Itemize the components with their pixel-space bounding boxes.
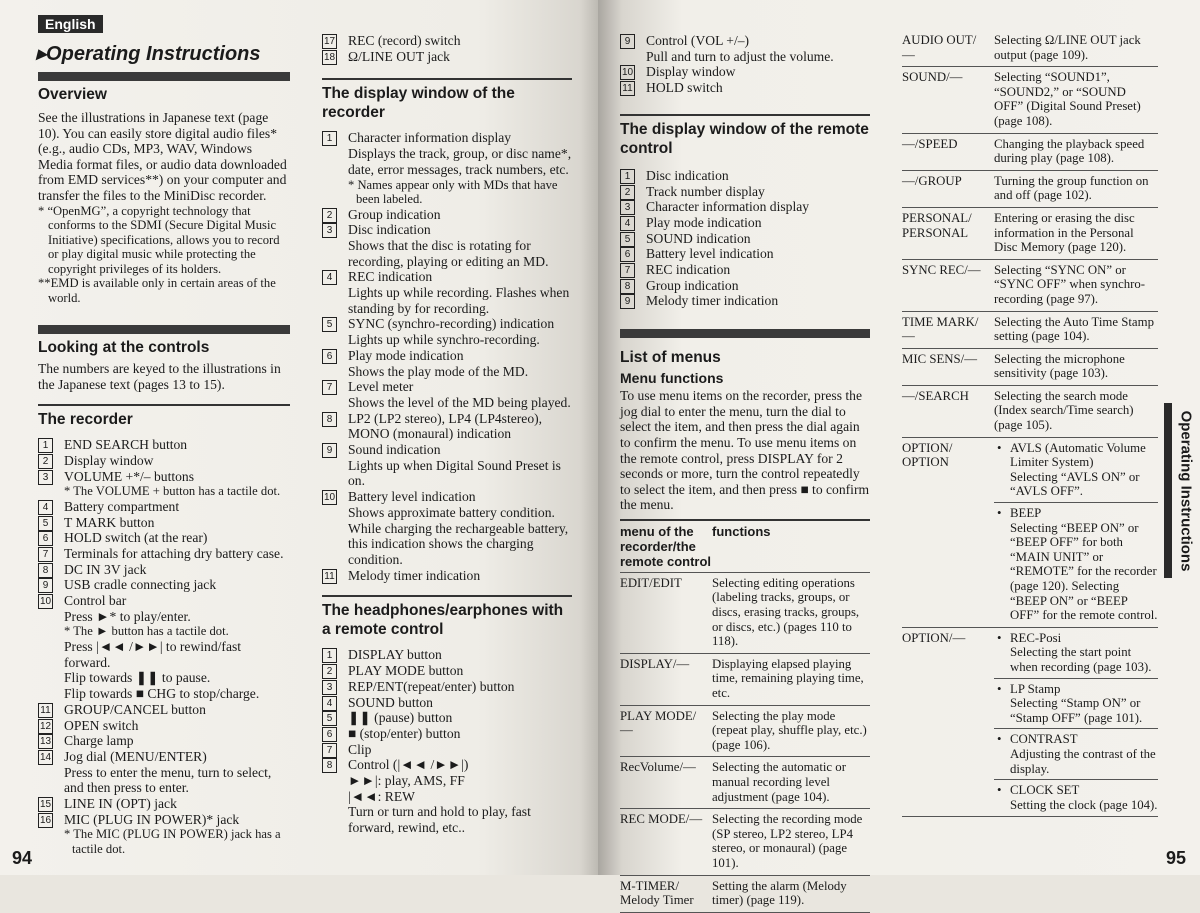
item-desc: Shows that the disc is rotating for recording, playing or editing an MD. (348, 237, 549, 269)
control-bar-line: Press |◄◄ /►►| to rewind/fast forward. (64, 638, 242, 670)
section-bar (620, 329, 870, 338)
right-page (598, 0, 1200, 908)
table-row: EDIT/EDIT Selecting editing operations (labeling tracks, groups, or discs, erasing tracks, groups, or discs, etc.) (pages 110 to 118). (620, 573, 870, 653)
list-item: 8 DC IN 3V jack (38, 562, 290, 578)
section-rule (38, 404, 290, 406)
item-desc: Shows the level of the MD being played. (348, 394, 571, 410)
list-item: 1 Disc indication (620, 168, 870, 184)
menu-table-continued (902, 30, 1158, 817)
list-item: 2 Display window (38, 453, 290, 469)
controls-body: The numbers are keyed to the illustrations in the Japanese text (pages 13 to 15). (38, 361, 281, 392)
table-row: REC MODE/— Selecting the recording mode (SP stereo, LP2 stereo, LP4 stereo, or monaural) (page 101). (620, 809, 870, 875)
item-note: * Names appear only with MDs that have been labeled. (348, 177, 558, 207)
table-row: DISPLAY/— Displaying elapsed playing time, remaining playing time, etc. (620, 653, 870, 705)
list-item: 4 REC indication (322, 269, 572, 285)
option-bullet: • REC-Posi (994, 631, 1158, 646)
table-row: RecVolume/— Selecting the automatic or manual recording level adjustment (page 104). (620, 757, 870, 809)
option-bullet: • CLOCK SET (994, 783, 1158, 798)
list-item: 7 Terminals for attaching dry battery case. (38, 546, 290, 562)
list-item: 3 Disc indication (322, 222, 572, 238)
list-item: 8 LP2 (LP2 stereo), LP4 (LP4stereo), MONO (monaural) indication (322, 411, 572, 442)
table-row: PLAY MODE/ — Selecting the play mode (repeat play, shuffle play, etc.) (page 106). (620, 705, 870, 757)
overview-body: See the illustrations in Japanese text (page 10). You can easily store digital audio files* (e.g., audio CDs, MP3, WAV, Windows Media format files, or audio data downloaded from EMD services**) on your computer and transfer the files to the MiniDisc recorder. (38, 110, 287, 203)
list-item: 3 VOLUME +*/– buttons (38, 469, 290, 485)
overview-note-openmg: * “OpenMG”, a copyright technology that conforms to the SDMI (Secure Digital Music Initiative) specifications, allows you to record or play digital music while protecting the copyright privileges of its holders. (38, 203, 280, 276)
item-desc: Shows the play mode of the MD. (348, 363, 529, 379)
list-item: 11 HOLD switch (620, 80, 870, 96)
table-row: SOUND/— Selecting “SOUND1”, “SOUND2,” or “SOUND OFF” (Digital Sound Preset) (page 108). (902, 67, 1158, 133)
table-row: OPTION/— • REC-Posi Selecting the start point when recording (page 103). • LP Stamp Selecting “Stamp ON” or “Stamp OFF” (page 101). • CONTRAST Adjusting the contrast of the display. • CLOCK SET Setting the clock (page 104). (902, 627, 1158, 817)
item-desc: Pull and turn to adjust the volume. (646, 48, 834, 64)
list-item: 9 Sound indication (322, 442, 572, 458)
list-item: 14 Jog dial (MENU/ENTER) (39, 748, 207, 764)
list-item: 16 MIC (PLUG IN POWER)* jack (39, 811, 240, 827)
table-row: OPTION/ OPTION • AVLS (Automatic Volume Limiter System) Selecting “AVLS ON” or “AVLS OFF”. • BEEP Selecting “BEEP ON” or “BEEP OFF” for both “MAIN UNIT” or “REMOTE” for the recorder (page 120). Selecting “BEEP ON” or “BEEP OFF” for the remote control. (902, 437, 1158, 627)
menus-heading: List of menus (620, 349, 721, 367)
side-tab-label: Operating Instructions (1177, 410, 1195, 571)
section-rule (322, 595, 572, 597)
option-desc: Selecting “Stamp ON” or “Stamp OFF” (page 101). (1010, 696, 1143, 725)
control-line: Turn or turn and hold to play, fast forward, rewind, etc.. (348, 804, 531, 836)
item-desc: Displays the track, group, or disc name*, date, error messages, track numbers, etc. (348, 146, 572, 177)
menu-table (620, 573, 870, 913)
list-item: 3 Character information display (620, 199, 870, 215)
list-item: 5 T MARK button (38, 515, 290, 531)
item-desc: Lights up while recording. Flashes when standing by for recording. (348, 285, 570, 316)
section-bar (38, 72, 290, 81)
option-desc: Setting the clock (page 104). (1010, 797, 1158, 812)
list-item: 15 LINE IN (OPT) jack (39, 796, 177, 812)
list-item: 9 Melody timer indication (620, 293, 870, 309)
option-desc: Selecting “AVLS ON” or “AVLS OFF”. (1010, 469, 1140, 499)
left-column-1 (38, 72, 290, 856)
table-row: TIME MARK/ — Selecting the Auto Time Stamp setting (page 104). (902, 311, 1158, 348)
list-item: 6 ■ (stop/enter) button (322, 726, 572, 742)
overview-heading: Overview (38, 86, 107, 103)
list-item: 7 Clip (322, 742, 572, 758)
list-item: 5 SYNC (synchro-recording) indication (322, 316, 572, 332)
list-item: 4 Play mode indication (620, 215, 870, 231)
table-row: M-TIMER/ Melody Timer Setting the alarm (Melody timer) (page 119). (620, 875, 870, 912)
list-item: 5 ❚❚ (pause) button (322, 710, 572, 726)
page-number: 94 (12, 848, 33, 868)
menu-column-header: menu of the recorder/the remote control (620, 523, 712, 569)
option-desc: Adjusting the contrast of the display. (1010, 746, 1156, 776)
item-desc: Lights up while synchro-recording. (348, 332, 540, 348)
option-bullet: • CONTRAST (994, 732, 1158, 747)
list-item: 10 Control bar (39, 593, 127, 609)
list-item: 11 Melody timer indication (322, 568, 572, 584)
control-bar-line: Flip towards ❚❚ to pause. (64, 670, 211, 686)
list-item: 1 DISPLAY button (322, 647, 572, 663)
control-line: ►►|: play, AMS, FF (348, 773, 465, 789)
left-page (0, 0, 598, 875)
table-row: SYNC REC/— Selecting “SYNC ON” or “SYNC OFF” when synchro-recording (page 97). (902, 259, 1158, 311)
control-bar-line: Press ►* to play/enter. (64, 608, 191, 624)
mic-note: * The MIC (PLUG IN POWER) jack has a tactile dot. (64, 827, 281, 856)
list-item: 4 Battery compartment (38, 499, 290, 515)
table-row: —/SPEED Changing the playback speed during play (page 108). (902, 133, 1158, 170)
list-item: 1 Character information display (322, 130, 572, 146)
option-desc: Selecting “BEEP ON” or “BEEP OFF” for both “MAIN UNIT” or “REMOTE” for the recorder (page 120). Selecting “BEEP ON” or “BEEP OFF” for the remote control. (1010, 520, 1158, 623)
option-desc: Selecting the start point when recording (page 103). (1010, 645, 1152, 674)
control-line: |◄◄: REW (348, 788, 416, 804)
item-desc: Lights up when Digital Sound Preset is on. (348, 457, 561, 489)
list-item: 17 REC (record) switch (323, 33, 461, 48)
list-item: 6 Play mode indication (322, 348, 572, 364)
jog-dial-desc: Press to enter the menu, turn to select, and then press to enter. (64, 764, 272, 796)
table-row: PERSONAL/ PERSONAL Entering or erasing the disc information in the Personal Disc Memory (page 120). (902, 207, 1158, 259)
option-bullet: • LP Stamp (994, 682, 1158, 697)
table-row: —/GROUP Turning the group function on and off (page 102). (902, 170, 1158, 207)
remote-display-heading: The display window of the remote control (620, 120, 869, 157)
list-item: 3 REP/ENT(repeat/enter) button (322, 679, 572, 695)
list-item: 9 Control (VOL +/–) (620, 33, 870, 49)
left-column-2 (322, 33, 572, 836)
section-side-tab (1164, 403, 1200, 578)
headphones-heading: The headphones/earphones with a remote control (322, 602, 564, 639)
page-title: ▸Operating Instructions (36, 43, 261, 65)
item-desc: Shows approximate battery condition. While charging the rechargeable battery, this indication shows the charging condition. (348, 504, 569, 567)
control-bar-line: Flip towards ■ CHG to stop/charge. (64, 686, 260, 702)
list-item: 7 Level meter (322, 379, 572, 395)
list-item: 13 Charge lamp (39, 733, 134, 749)
functions-column-header: functions (712, 523, 771, 539)
right-column-2 (902, 30, 1158, 817)
list-item: 2 Group indication (322, 207, 572, 223)
section-rule (620, 114, 870, 116)
control-bar-note: * The ► button has a tactile dot. (64, 624, 229, 639)
list-item: 2 Track number display (620, 184, 870, 200)
list-item: 2 PLAY MODE button (322, 663, 572, 679)
list-item: 8 Control (|◄◄ /►►|) (322, 757, 572, 773)
list-item: 10 Battery level indication (323, 489, 476, 505)
section-bar (38, 325, 290, 334)
option-bullet: • BEEP (994, 506, 1158, 521)
list-item: 11 GROUP/CANCEL button (38, 702, 290, 718)
right-column-1 (620, 33, 870, 913)
overview-note-emd: **EMD is available only in certain areas of the world. (38, 276, 276, 305)
recorder-heading: The recorder (38, 411, 133, 429)
list-item: 8 Group indication (620, 278, 870, 294)
list-item: 6 Battery level indication (620, 246, 870, 262)
list-item: 10 Display window (621, 64, 736, 80)
menu-table-header (620, 519, 870, 573)
menu-functions-subheading: Menu functions (620, 370, 724, 387)
volume-note: * The VOLUME + button has a tactile dot. (64, 484, 281, 499)
list-item: 12 OPEN switch (39, 717, 139, 733)
table-row: MIC SENS/— Selecting the microphone sensitivity (page 103). (902, 348, 1158, 385)
menus-body: To use menu items on the recorder, press the jog dial to enter the menu, turn the dial to select the item, and then press the dial again to confirm the menu. To use menu items on the remote control, press DISPLAY for 2 seconds or more, turn the control repeatedly to select the item, and then press ■ to confirm the menu. (620, 388, 870, 513)
list-item: 7 REC indication (620, 262, 870, 278)
section-rule (322, 78, 572, 80)
list-item: 1 END SEARCH button (38, 437, 290, 453)
controls-heading: Looking at the controls (38, 339, 210, 357)
display-window-heading: The display window of the recorder (322, 85, 515, 122)
list-item: 9 USB cradle connecting jack (38, 577, 290, 593)
option-bullet: • AVLS (Automatic Volume Limiter System) (994, 441, 1158, 470)
list-item: 5 SOUND indication (620, 231, 870, 247)
language-tab: English (38, 15, 103, 33)
page-number: 95 (1165, 848, 1186, 868)
list-item: 18 Ω/LINE OUT jack (323, 48, 450, 64)
list-item: 4 SOUND button (322, 695, 572, 711)
table-row: AUDIO OUT/ — Selecting Ω/LINE OUT jack output (page 109). (902, 30, 1158, 67)
list-item: 6 HOLD switch (at the rear) (38, 530, 290, 546)
table-row: —/SEARCH Selecting the search mode (Index search/Time search) (page 105). (902, 385, 1158, 437)
